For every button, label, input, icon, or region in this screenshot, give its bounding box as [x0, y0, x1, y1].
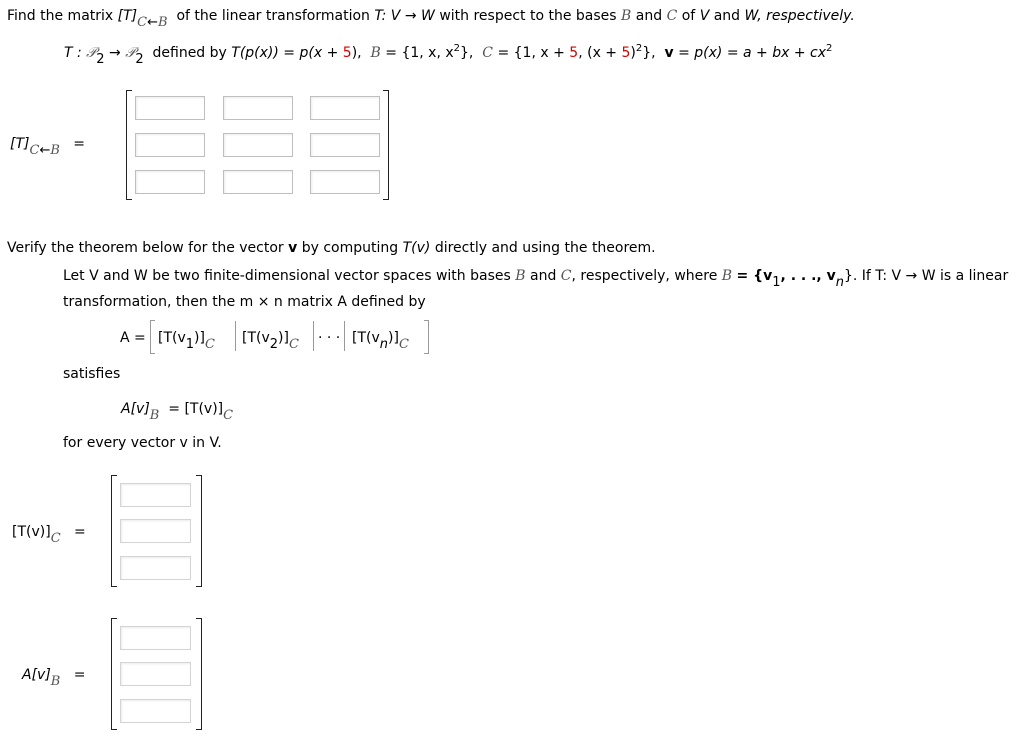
basis-b-set: = {1, x, x [385, 45, 454, 61]
verify-v: v [288, 240, 298, 256]
verify-text-c: directly and using the theorem. [434, 240, 656, 256]
basis-c-set-b: , (x + [578, 45, 618, 61]
basis-c-set-c: ) [630, 45, 636, 61]
intro-text: Find the matrix [7, 8, 114, 24]
basis-b-close: }, [460, 45, 474, 61]
col-separator-2 [313, 321, 314, 351]
tv-cell-3[interactable] [120, 556, 191, 580]
col1-text [158, 330, 215, 352]
for-every-text: for every vector v in V. [63, 435, 222, 451]
theorem-and: and [530, 268, 557, 284]
and-text: and [635, 8, 663, 24]
matrix-t-sub-c: C [29, 143, 40, 158]
shift-value-2: 5 [569, 45, 579, 61]
defined-by-text: defined by [152, 45, 227, 61]
verify-heading [7, 240, 656, 256]
verify-tv: T(v) [402, 240, 431, 256]
av-label-sub: B [50, 674, 61, 689]
shift-value-3: 5 [621, 45, 631, 61]
col-separator-3 [344, 321, 345, 351]
theorem-basis-b-2: B [721, 268, 733, 284]
theorem-basis-b: B [515, 268, 526, 284]
col2-open: [T(v [242, 330, 270, 346]
problem-statement [7, 8, 855, 30]
col1-close: )] [194, 330, 205, 346]
matrix-t-sub-arrow: ← [39, 143, 51, 158]
tv-right-bracket [196, 475, 202, 587]
matrix-left-bracket [126, 90, 132, 200]
tv-cell-2[interactable] [120, 519, 191, 543]
tv-left-bracket [111, 475, 117, 587]
sub-b: B [158, 15, 168, 30]
matrix-cell-r2c3[interactable] [310, 133, 380, 157]
basis-c-close: }, [642, 45, 656, 61]
av-cell-1[interactable] [120, 626, 191, 650]
definition-line [64, 43, 833, 67]
exp-3: 2 [826, 43, 833, 54]
matrix-cell-r2c1[interactable] [135, 133, 205, 157]
satisfies-text: satisfies [63, 366, 121, 382]
col2-sub: 2 [269, 337, 279, 352]
matrix-t-symbol: [T] [10, 136, 30, 152]
theorem-basis-c: C [560, 268, 572, 284]
col1-sub-c: C [204, 337, 215, 352]
col1-sub: 1 [185, 337, 195, 352]
theorem-dots: , . . ., v [780, 268, 836, 284]
exp-1: 2 [453, 43, 461, 54]
v-equals: = p(x) = a + bx + cx [678, 45, 827, 61]
basis-c-set-a: = {1, x + [497, 45, 565, 61]
theorem-sub-1: 1 [772, 275, 781, 290]
theorem-set-open: = {v [736, 268, 773, 284]
p-sub-a: 2 [96, 52, 105, 67]
tv-equals: = [74, 524, 86, 540]
shift-value-1: 5 [342, 45, 352, 61]
t-colon: T : [64, 45, 82, 61]
a-right-bracket [424, 320, 429, 354]
p-symbol-b: 𝒫 [125, 45, 136, 61]
av-equals: = [73, 667, 86, 683]
eq-sub-b: B [149, 408, 160, 423]
matrix-cell-r3c1[interactable] [135, 170, 205, 194]
t-of-p: T(p(x)) = p(x + [231, 45, 339, 61]
theorem-text-a: Let V and W be two finite-dimensional vector spaces with bases [63, 268, 511, 284]
theorem-sub-n: n [835, 275, 844, 290]
w-respectively: W, respectively. [744, 8, 855, 24]
col2-close: )] [278, 330, 289, 346]
verify-text-b: by computing [301, 240, 399, 256]
coln-sub: n [379, 337, 389, 352]
col2-text [242, 330, 299, 352]
vector-v: v [664, 45, 674, 61]
matrix-cell-r3c2[interactable] [223, 170, 293, 194]
matrix-cell-r3c3[interactable] [310, 170, 380, 194]
matrix-cell-r2c2[interactable] [223, 133, 293, 157]
cdots: · · · [318, 330, 341, 346]
matrix-t-sub-b: B [50, 143, 60, 158]
close-1: ), [351, 45, 362, 61]
av-cell-3[interactable] [120, 699, 191, 723]
exp-2: 2 [635, 43, 643, 54]
basis-b-symbol: B [621, 8, 632, 24]
theorem-equation [121, 401, 234, 423]
tv-vector-label [12, 524, 86, 546]
av-label-text: A[v] [22, 667, 51, 683]
p-symbol-a: 𝒫 [86, 45, 97, 61]
map-text: T: V → W [374, 8, 435, 24]
eq-av: A[v] [121, 401, 150, 417]
of-text: of [681, 8, 696, 24]
basis-c-symbol-2: C [482, 45, 493, 61]
coln-sub-c: C [398, 337, 409, 352]
a-left-bracket [150, 320, 155, 354]
eq-sub-c: C [223, 408, 234, 423]
basis-b-symbol-2: B [370, 45, 381, 61]
av-cell-2[interactable] [120, 662, 191, 686]
matrix-symbol: [T] [117, 8, 138, 24]
eq-tv: = [T(v)] [168, 401, 224, 417]
theorem-text-b: , respectively, where [571, 268, 718, 284]
verify-text-a: Verify the theorem below for the vector [7, 240, 284, 256]
av-left-bracket [111, 618, 117, 730]
a-equals-label: A = [120, 330, 146, 346]
matrix-t-label [10, 136, 85, 158]
v-space: V [699, 8, 710, 24]
tv-label-text: [T(v)] [12, 524, 51, 540]
av-right-bracket [196, 618, 202, 730]
coln-text [352, 330, 409, 352]
coln-close: )] [388, 330, 399, 346]
tv-label-sub: C [50, 531, 61, 546]
intro-after: of the linear transformation [176, 8, 370, 24]
theorem-text-d: }. If T: V → W is a linear [843, 268, 1009, 284]
sub-arrow: ← [147, 15, 158, 30]
col-separator-1 [235, 321, 236, 351]
coln-open: [T(v [352, 330, 380, 346]
col2-sub-c: C [288, 337, 299, 352]
matrix-right-bracket [383, 90, 389, 200]
matrix-cell-r1c2[interactable] [223, 96, 293, 120]
matrix-cell-r1c1[interactable] [135, 96, 205, 120]
arrow-text: → [109, 45, 121, 61]
sub-c: C [137, 15, 148, 30]
matrix-cell-r1c3[interactable] [310, 96, 380, 120]
theorem-line-1 [63, 268, 1009, 290]
matrix-t-equals: = [73, 136, 85, 152]
with-respect-text: with respect to the bases [439, 8, 617, 24]
and2-text: and [713, 8, 741, 24]
col1-open: [T(v [158, 330, 186, 346]
av-vector-label [22, 667, 86, 689]
tv-cell-1[interactable] [120, 483, 191, 507]
theorem-line-2: transformation, then the m × n matrix A defined by [63, 294, 426, 310]
basis-c-symbol: C [666, 8, 678, 24]
p-sub-b: 2 [135, 52, 144, 67]
